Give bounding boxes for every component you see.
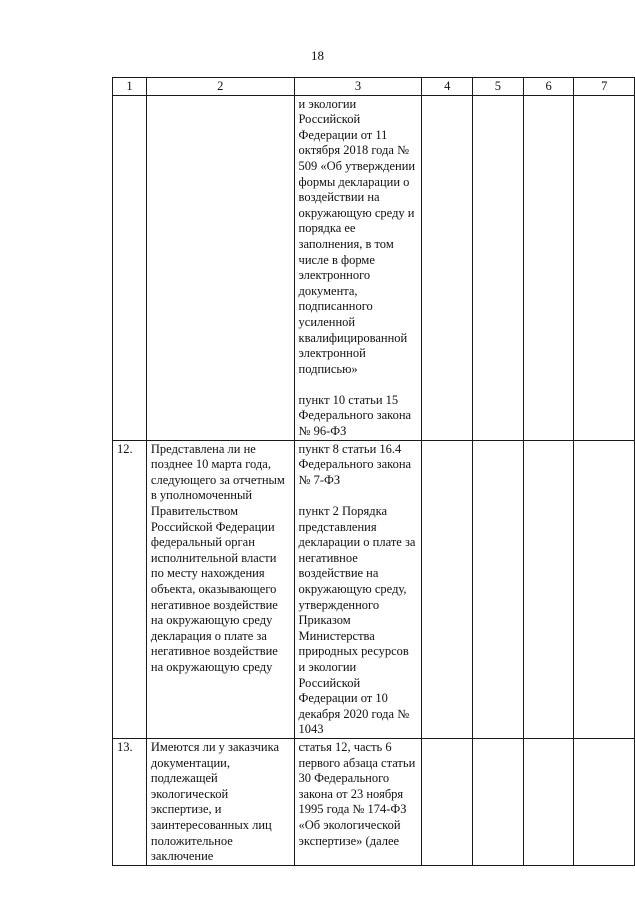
empty-cell <box>523 440 574 738</box>
empty-cell <box>422 738 473 865</box>
legal-basis-text: и экологии Российской Федерации от 11 октября 2018 года № 509 «Об утверждении формы декларации о воздействии на окружающую среду и порядка ее заполнения, в том числе в форме электронного документа, подписанного усиленной квалифицированной электронной подписью» <box>298 96 416 376</box>
empty-cell <box>422 95 473 440</box>
legal-basis-text: пункт 2 Порядка представления декларации о плате за негативное воздействие на окружающую среду, утвержденного Приказом Министерства природных ресурсов и экологии Российской Федерации от 10 декабря 2020 года № 1043 <box>298 504 416 737</box>
column-header-1: 1 <box>113 78 147 96</box>
legal-basis-cell <box>294 738 422 865</box>
legal-basis-text: пункт 8 статьи 16.4 Федерального закона № 7-ФЗ <box>298 441 412 487</box>
empty-cell <box>523 95 574 440</box>
table-header-row <box>113 78 635 96</box>
empty-cell <box>422 440 473 738</box>
row-number-cell: 12. <box>113 440 147 738</box>
question-cell <box>146 95 294 440</box>
empty-cell <box>473 738 524 865</box>
empty-cell <box>473 440 524 738</box>
column-header-7: 7 <box>574 78 635 96</box>
legal-basis-cell <box>294 440 422 738</box>
question-text: Имеются ли у заказчика документации, подлежащей экологической экспертизе, и заинтересованных лиц положительное заключение <box>150 739 280 864</box>
question-text: Представлена ли не позднее 10 марта года, следующего за отчетным в уполномоченный Правительством Российской Федерации федеральный орган исполнительной власти по месту нахождения объекта, оказывающего негативное воздействие на окружающую среду декларация о плате за негативное воздействие на окружающую среду <box>150 441 285 674</box>
empty-cell <box>473 95 524 440</box>
question-cell <box>146 440 294 738</box>
empty-cell <box>574 440 635 738</box>
checklist-table <box>112 77 635 866</box>
legal-basis-cell <box>294 95 422 440</box>
legal-basis-text: статья 12, часть 6 первого абзаца статьи 30 Федерального закона от 23 ноября 1995 года № 174-ФЗ «Об экологической экспертизе» (далее <box>298 739 416 848</box>
table-row-continued <box>113 95 635 440</box>
page-number: 18 <box>311 48 324 63</box>
column-header-2: 2 <box>146 78 294 96</box>
empty-cell <box>574 738 635 865</box>
table-row-12 <box>113 440 635 738</box>
legal-basis-text: пункт 10 статьи 15 Федерального закона № 96-ФЗ <box>298 392 412 439</box>
column-header-5: 5 <box>473 78 524 96</box>
empty-cell <box>523 738 574 865</box>
column-header-6: 6 <box>523 78 574 96</box>
question-cell <box>146 738 294 865</box>
column-header-4: 4 <box>422 78 473 96</box>
row-number-cell: 13. <box>113 738 147 865</box>
row-number-cell <box>113 95 147 440</box>
table-row-13 <box>113 738 635 865</box>
column-header-3: 3 <box>294 78 422 96</box>
empty-cell <box>574 95 635 440</box>
